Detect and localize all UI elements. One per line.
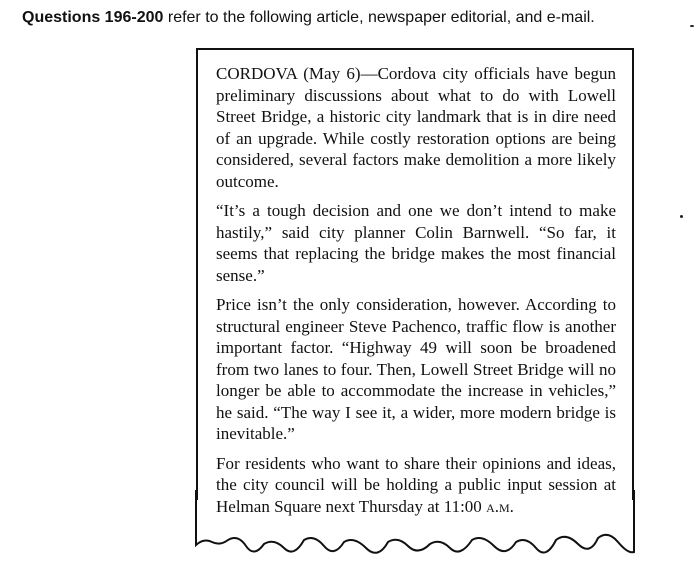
instructions-text: refer to the following article, newspaper editorial, and e-mail. (167, 9, 595, 26)
article-paragraph-3: Price isn’t the only consideration, however. According to structural engineer Steve Pachenco, traffic flow is another important factor. “Highway 49 will soon be broadened from two lanes to four. Then, Lowell Street Bridge will no longer be able to accommodate the increase in vehicles,” he said. “The way I see it, a wider, more modern bridge is inevitable.” (216, 295, 616, 443)
article-paragraph-4-text: For residents who want to share their opinions and ideas, the city council will be holding a public input session at Helman Square next Thursday at 11:00 (216, 453, 616, 516)
instructions-line (22, 7, 692, 29)
torn-page-edge (194, 490, 636, 560)
article-body (216, 63, 616, 525)
time-suffix: a.m. (486, 496, 514, 516)
question-range: Questions 196-200 (22, 9, 164, 26)
article-paragraph-2: “It’s a tough decision and one we don’t intend to make hastily,” said city planner Colin Barnwell. “So far, it seems that replacing the bridge makes the most financial sense.” (216, 201, 616, 285)
article-paragraph-1: CORDOVA (May 6)—Cordova city officials have begun preliminary discussions about what to do with Lowell Street Bridge, a historic city landmark that is in dire need of an upgrade. While costly restoration options are being considered, several factors make demolition a more likely outcome. (216, 64, 616, 191)
stray-mark-dot (690, 25, 694, 27)
article-box (196, 48, 634, 516)
stray-mark-dot (680, 215, 683, 218)
